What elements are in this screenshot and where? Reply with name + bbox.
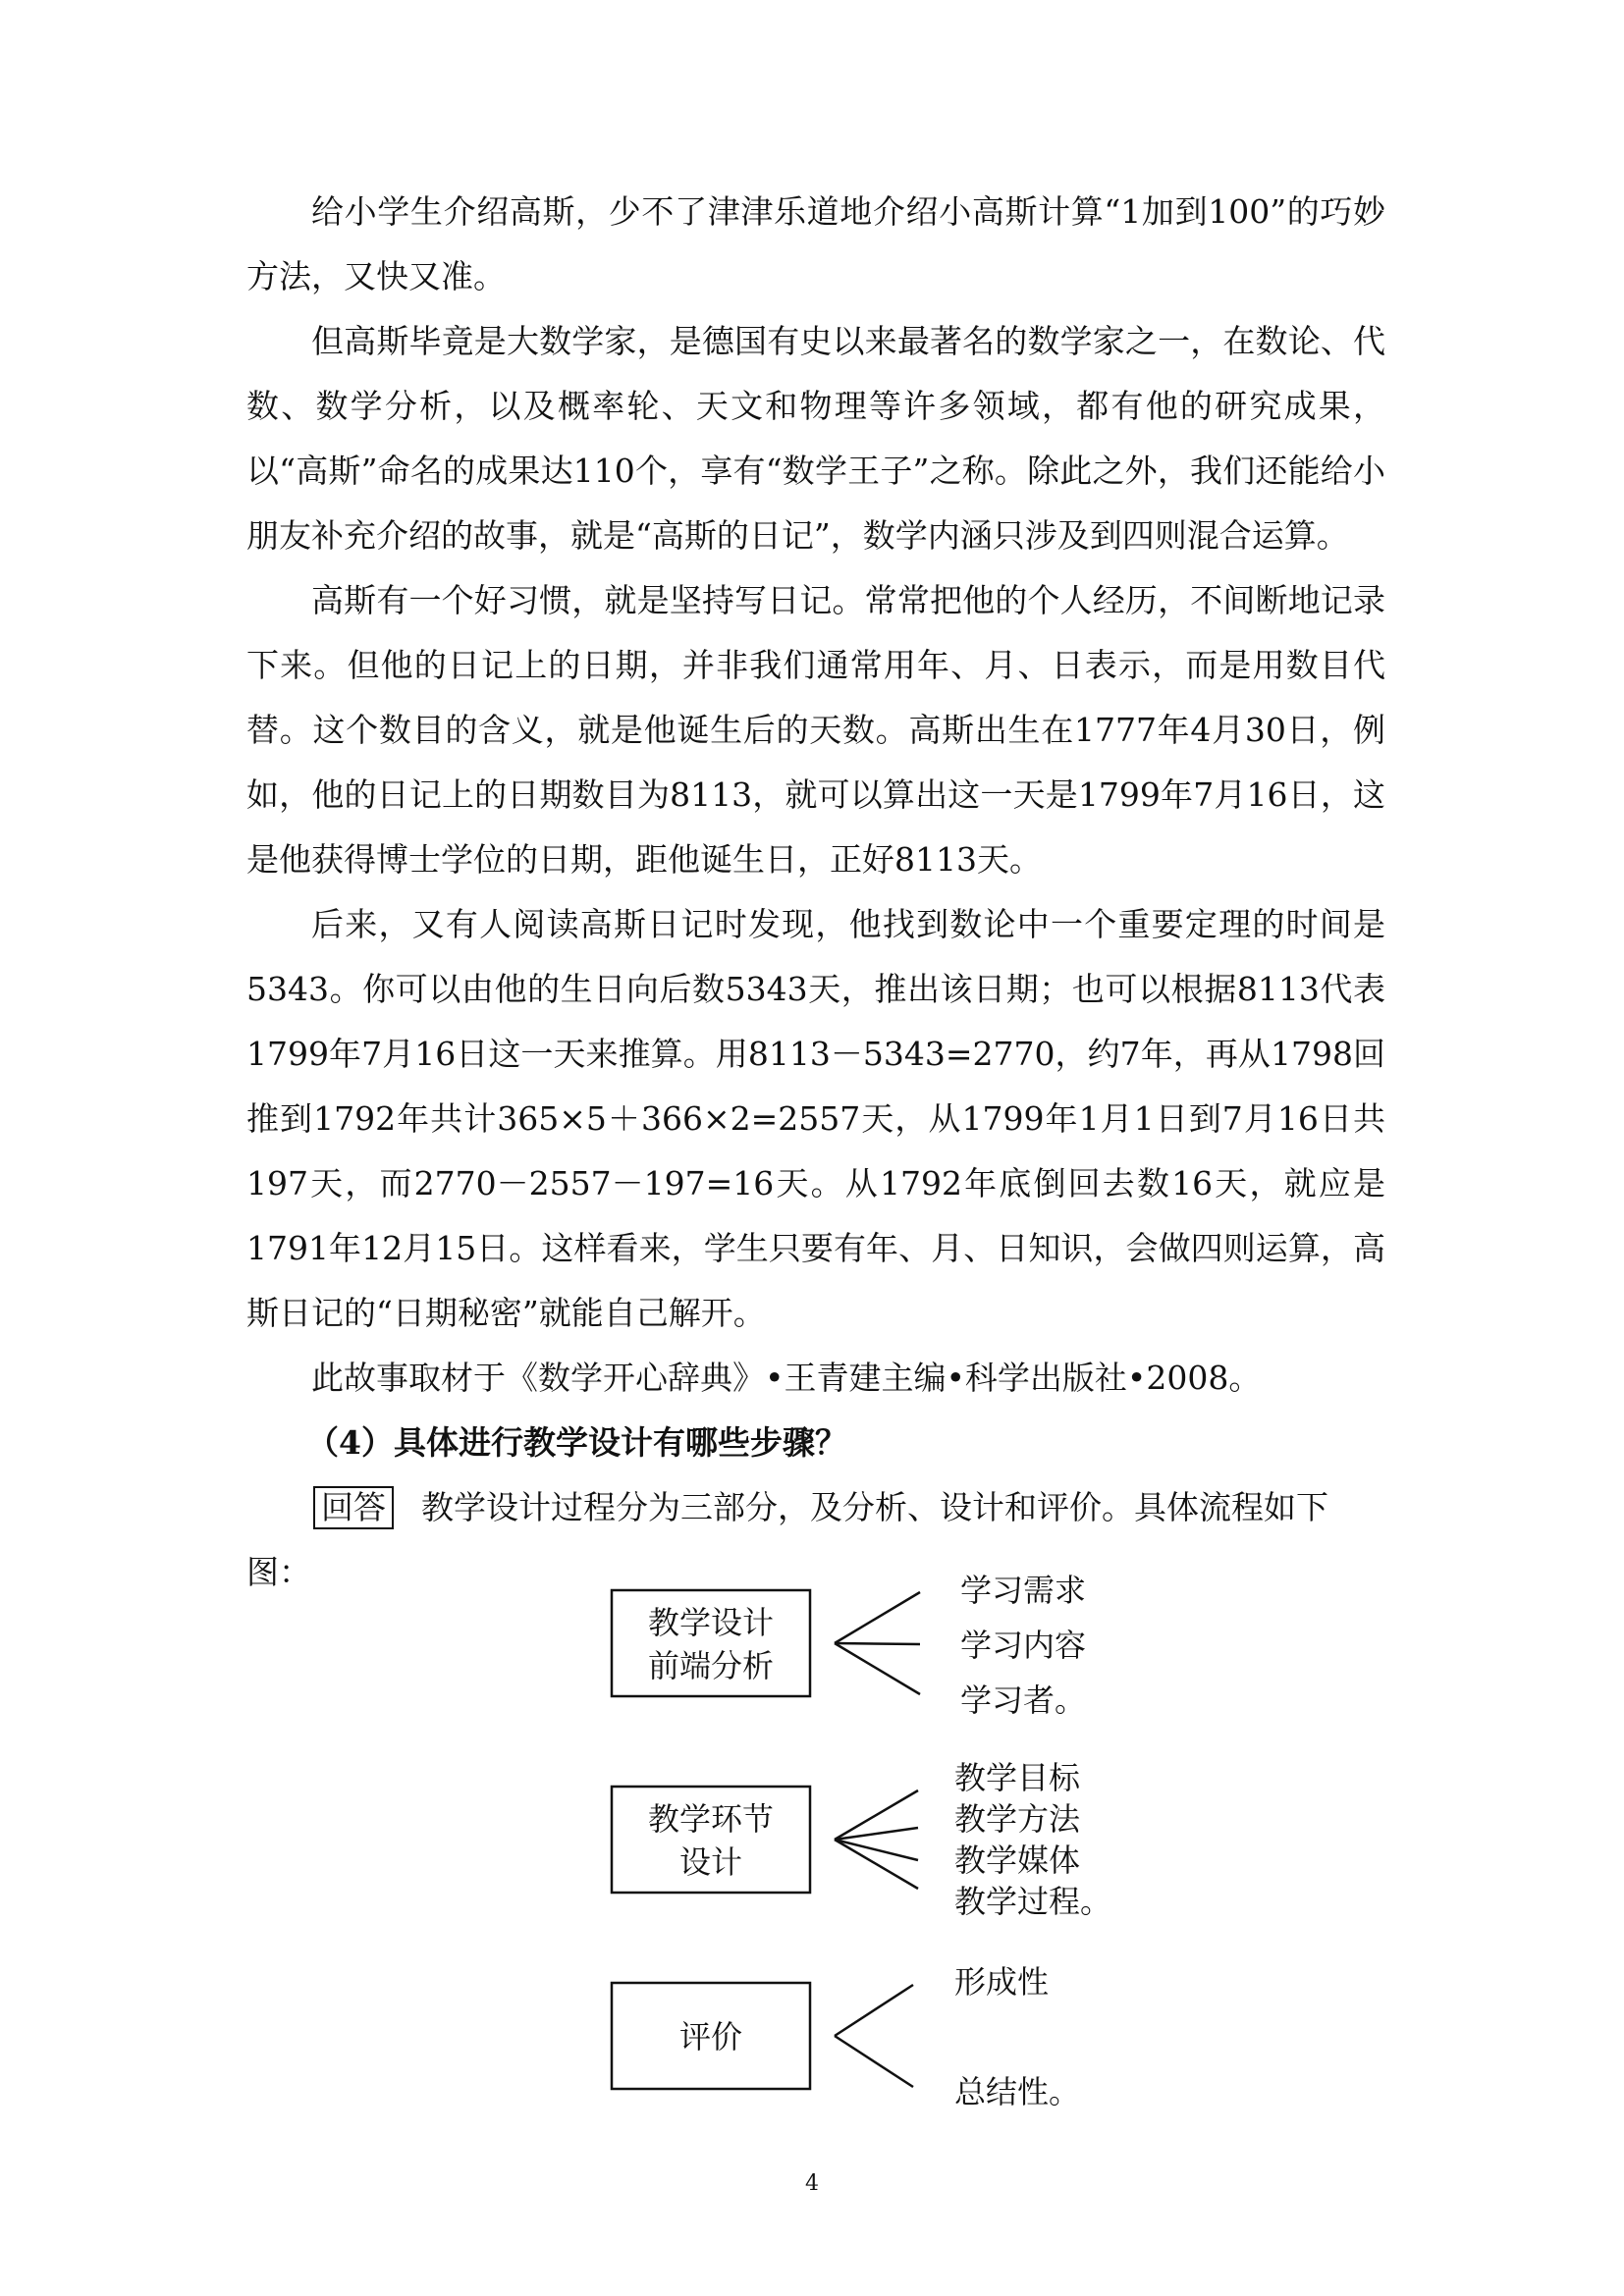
branch-item: 教学方法 [954, 1800, 1081, 1838]
branch-item: 教学媒体 [954, 1842, 1081, 1879]
branch-line [835, 1790, 918, 1840]
diagram-group-teaching-steps [612, 1759, 1111, 1920]
branch-line [835, 1985, 913, 2036]
paragraph-1: 给小学生介绍高斯，少不了津津乐道地介绍小高斯计算“1加到100”的巧妙方法，又快又准。 [246, 192, 1385, 295]
branch-line [835, 1828, 918, 1840]
paragraph-2: 但高斯毕竟是大数学家，是德国有史以来最著名的数学家之一，在数论、代数、数学分析，以及概率轮、天文和物理等许多领域，都有他的研究成果，以“高斯”命名的成果达110个，享有“数学王子”之称。除此之外，我们还能给小朋友补充介绍的故事，就是“高斯的日记”，数学内涵只涉及到四则混合运算。 [246, 322, 1385, 555]
paragraph-4: 后来，又有人阅读高斯日记时发现，他找到数论中一个重要定理的时间是5343。你可以由他的生日向后数5343天，推出该日期；也可以根据8113代表1799年7月16日这一天来推算。用8113－5343=2770，约7年，再从1798回推到1792年共计365×5＋366×2=2557天，从1799年1月1日到7月16日共197天，而2770－2557－197=16天。从1792年底倒回去数16天，就应是1791年12月15日。这样看来，学生只要有年、月、日知识，会做四则运算，高斯日记的“日期秘密”就能自己解开。 [246, 905, 1385, 1332]
branch-item: 学习内容 [960, 1627, 1087, 1664]
branch-item: 总结性。 [954, 2073, 1081, 2110]
paragraph-3: 高斯有一个好习惯，就是坚持写日记。常常把他的个人经历，不间断地记录下来。但他的日记上的日期，并非我们通常用年、月、日表示，而是用数目代替。这个数目的含义，就是他诞生后的天数。高斯出生在1777年4月30日，例如，他的日记上的日期数目为8113，就可以算出这一天是1799年7月16日，这是他获得博士学位的日期，距他诞生日，正好8113天。 [246, 581, 1385, 879]
box-text: 设计 [678, 1843, 743, 1881]
diagram-group-evaluation [612, 1963, 1080, 2110]
branch-item: 教学过程。 [954, 1883, 1112, 1920]
branch-line [835, 1643, 920, 1644]
branch-item: 教学目标 [954, 1759, 1081, 1796]
box-text: 前端分析 [647, 1647, 775, 1684]
branch-line [835, 1643, 920, 1694]
box-text: 教学环节 [647, 1800, 775, 1838]
branch-line [835, 2036, 913, 2087]
box-text: 教学设计 [647, 1604, 775, 1641]
paragraph-source: 此故事取材于《数学开心辞典》•王青建主编•科学出版社•2008。 [311, 1359, 1262, 1397]
diagram-group-front-analysis [612, 1572, 1086, 1719]
page-number: 4 [805, 2171, 819, 2196]
branch-item: 学习者。 [960, 1682, 1087, 1719]
question-heading: （4）具体进行教学设计有哪些步骤？ [306, 1423, 847, 1462]
branch-line [835, 1840, 918, 1889]
answer-label: 回答 [313, 1486, 394, 1529]
branch-item: 形成性 [954, 1963, 1050, 2001]
answer-text: 教学设计过程分为三部分，及分析、设计和评价。具体流程如下图： [246, 1488, 1328, 1591]
branch-item: 学习需求 [960, 1572, 1087, 1609]
branch-line [835, 1840, 918, 1860]
branch-line [835, 1592, 920, 1643]
box-text: 评价 [678, 2018, 743, 2056]
